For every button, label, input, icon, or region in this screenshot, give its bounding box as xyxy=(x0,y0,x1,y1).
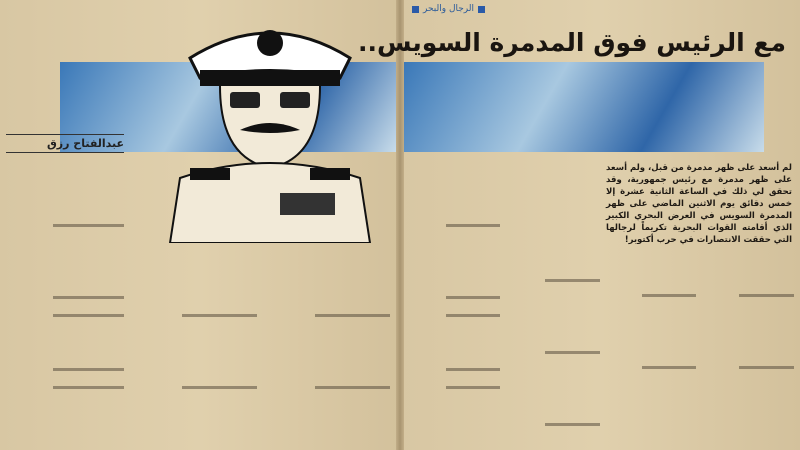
text-line xyxy=(182,314,257,317)
text-line xyxy=(446,386,500,389)
text-column xyxy=(508,215,600,434)
text-line xyxy=(739,366,794,369)
text-column xyxy=(6,250,124,437)
article-headline: مع الرئيس فوق المدمرة السويس.. xyxy=(358,28,786,57)
text-line xyxy=(739,294,794,297)
article-intro: لم أسعد على ظهر مدمرة من قبل، ولم أسعد على ظهر مدمرة مع رئيس جمهورية، وقد تحقق لي ذلك في الساعة الثانية عشرة إلا خمس دقائق يوم الاثنين الماضي على ظهر المدمرة السويس في العرض البحري الكبير الذي أقامته القوات البحرية تكريماً لرجالها التي حققت الانتصارات في حرب أكتوبر! xyxy=(606,163,792,245)
text-column xyxy=(132,250,257,437)
naval-photo-right xyxy=(404,62,764,152)
text-line xyxy=(53,314,124,317)
section-tag xyxy=(412,4,485,14)
square-icon xyxy=(478,6,485,13)
text-line xyxy=(545,279,600,282)
author-byline: عبدالفتاح رزق xyxy=(6,134,124,153)
text-line xyxy=(182,386,257,389)
text-line xyxy=(545,351,600,354)
text-column xyxy=(606,230,696,433)
text-line xyxy=(53,224,124,227)
section-tag-label: الرجال والبحر xyxy=(423,4,474,14)
text-line xyxy=(315,314,390,317)
text-line xyxy=(53,386,124,389)
text-line xyxy=(545,423,600,426)
text-column xyxy=(410,250,500,437)
text-line xyxy=(446,224,500,227)
text-line xyxy=(642,366,696,369)
text-column xyxy=(702,230,794,433)
square-icon xyxy=(412,6,419,13)
text-line xyxy=(446,314,500,317)
text-line xyxy=(642,294,696,297)
president-caricature xyxy=(150,8,390,243)
text-column xyxy=(265,250,390,437)
page-fold xyxy=(396,0,404,450)
text-line xyxy=(315,386,390,389)
